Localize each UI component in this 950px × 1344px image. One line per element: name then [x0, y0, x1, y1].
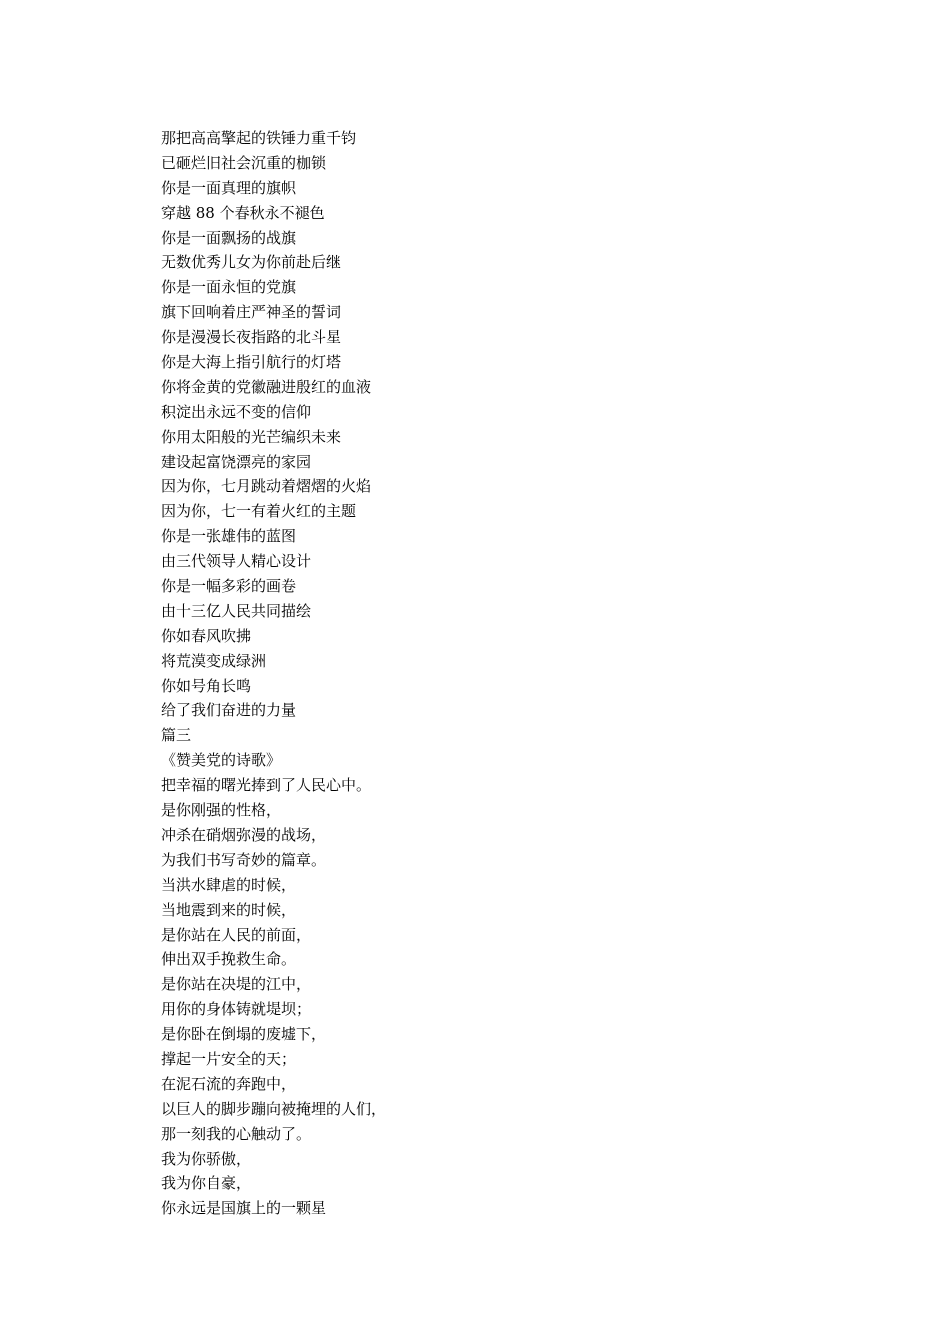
text-line: 因为你，七一有着火红的主题	[161, 502, 357, 521]
text-line: 你将金黄的党徽融进殷红的血液	[161, 377, 372, 396]
text-line: 建设起富饶漂亮的家园	[161, 452, 312, 471]
text-line: 把幸福的曙光捧到了人民心中。	[161, 776, 372, 795]
text-line: 因为你，七月跳动着熠熠的火焰	[161, 477, 372, 496]
text-line: 已砸烂旧社会沉重的枷锁	[161, 153, 327, 172]
text-line: 是你刚强的性格，	[161, 801, 282, 820]
text-line: 你永远是国旗上的一颗星	[161, 1199, 327, 1218]
text-line: 我为你自豪，	[161, 1174, 252, 1193]
text-line: 你是一幅多彩的画卷	[161, 577, 297, 596]
text-line: 由三代领导人精心设计	[161, 552, 312, 571]
text-line: 撑起一片安全的天；	[161, 1049, 297, 1068]
text-line: 当洪水肆虐的时候，	[161, 875, 297, 894]
text-line: 是你卧在倒塌的废墟下，	[161, 1025, 327, 1044]
text-line: 积淀出永远不变的信仰	[161, 402, 312, 421]
text-line: 你如春风吹拂	[161, 626, 252, 645]
text-line: 穿越 88 个春秋永不褪色	[161, 203, 325, 222]
text-line: 当地震到来的时候，	[161, 900, 297, 919]
text-line: 我为你骄傲，	[161, 1149, 252, 1168]
text-line: 用你的身体铸就堤坝；	[161, 1000, 312, 1019]
text-line: 你用太阳般的光芒编织未来	[161, 427, 342, 446]
text-line: 为我们书写奇妙的篇章。	[161, 850, 327, 869]
text-line: 那一刻我的心触动了。	[161, 1124, 312, 1143]
text-line: 以巨人的脚步蹦向被掩埋的人们，	[161, 1099, 387, 1118]
text-line: 在泥石流的奔跑中，	[161, 1074, 297, 1093]
text-line: 你是大海上指引航行的灯塔	[161, 353, 342, 372]
text-line: 那把高高擎起的铁锤力重千钧	[161, 129, 357, 147]
text-line: 冲杀在硝烟弥漫的战场，	[161, 825, 327, 844]
text-line: 伸出双手挽救生命。	[161, 950, 297, 969]
text-line: 你是一张雄伟的蓝图	[161, 527, 297, 546]
text-line: 你是一面永恒的党旗	[161, 278, 297, 297]
text-line: 无数优秀儿女为你前赴后继	[161, 253, 342, 272]
text-line: 你是一面飘扬的战旗	[161, 228, 297, 247]
text-line: 你如号角长鸣	[161, 676, 252, 695]
poem-text-block	[161, 126, 861, 1221]
section-heading: 篇三	[161, 726, 192, 745]
text-line: 是你站在人民的前面，	[161, 925, 312, 944]
text-line: 旗下回响着庄严神圣的誓词	[161, 303, 342, 322]
text-line: 你是一面真理的旗帜	[161, 178, 297, 197]
poem-title: 《赞美党的诗歌》	[161, 751, 282, 770]
text-line: 将荒漠变成绿洲	[161, 651, 267, 670]
text-line: 由十三亿人民共同描绘	[161, 601, 312, 620]
text-line: 给了我们奋进的力量	[161, 701, 297, 720]
text-line: 是你站在决堤的江中，	[161, 975, 312, 994]
text-line: 你是漫漫长夜指路的北斗星	[161, 328, 342, 347]
